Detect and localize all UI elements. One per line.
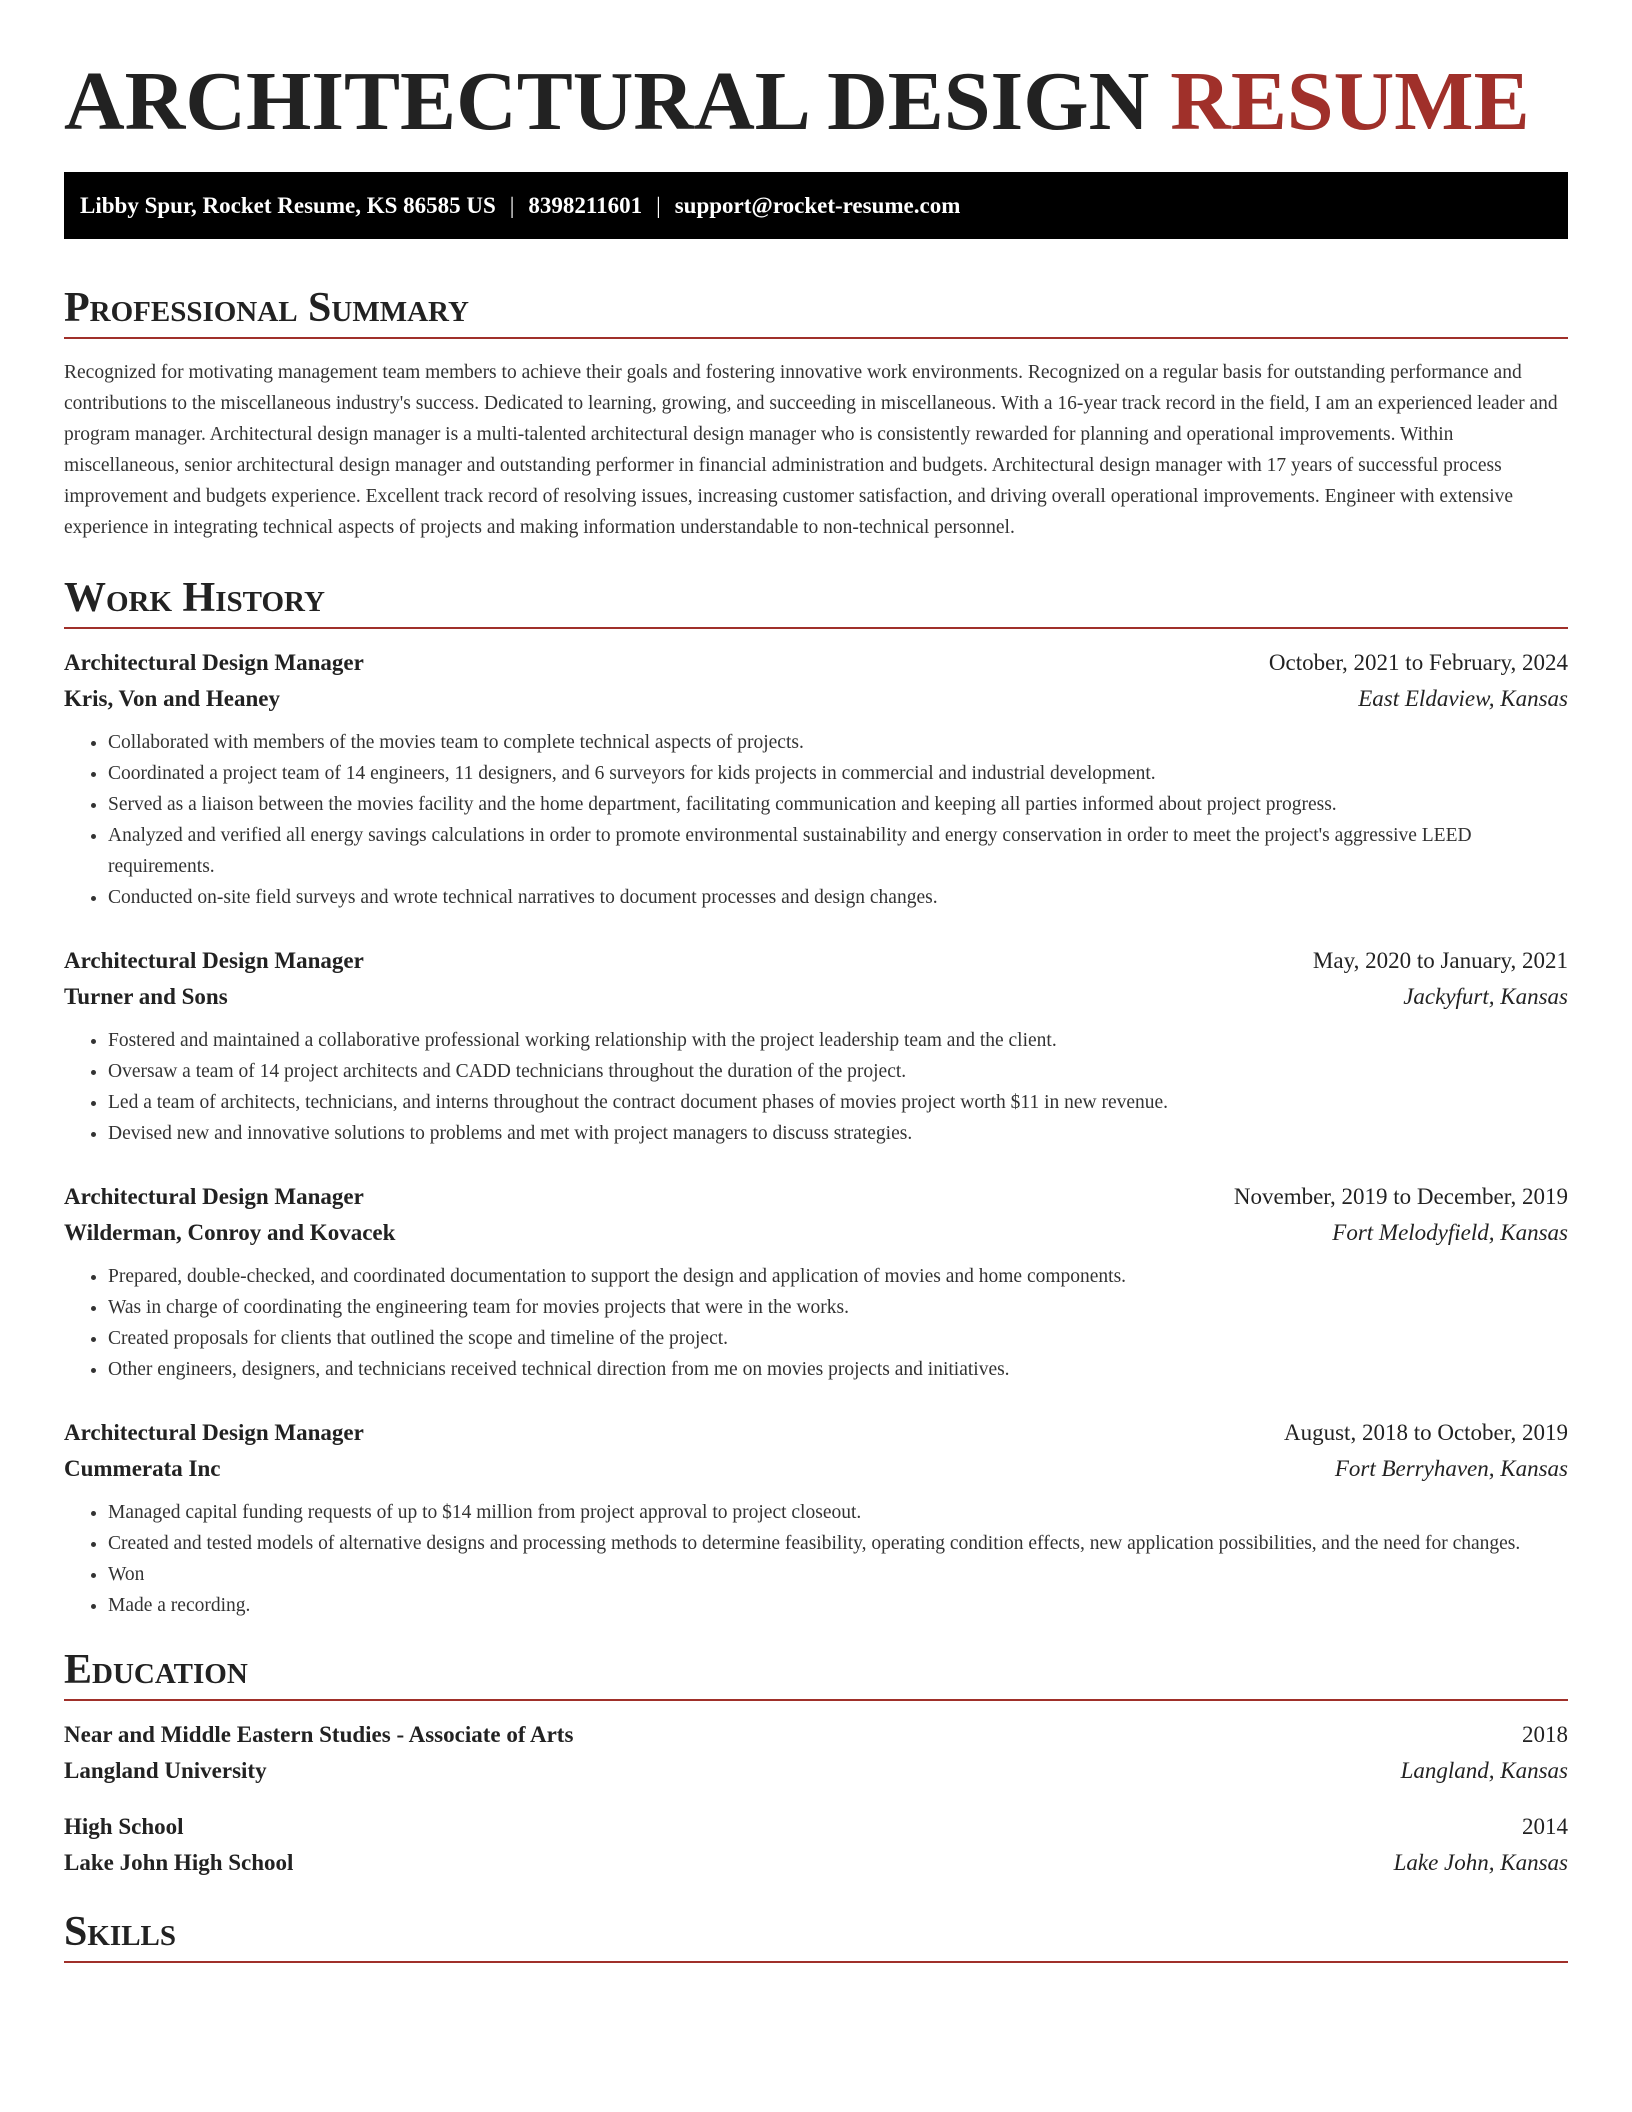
summary-section (64, 279, 1568, 543)
job-bullet: • Won (108, 1559, 1568, 1590)
title-accent: RESUME (1170, 55, 1530, 148)
job-bullet: • Managed capital funding requests of up to $14 million from project approval to project closeout. (108, 1497, 1568, 1528)
job-bullet: • Served as a liaison between the movies facility and the home department, facilitating communication and keeping all parties informed about project progress. (108, 789, 1568, 820)
section-divider (64, 1961, 1568, 1963)
education-year: 2014 (1522, 1814, 1568, 1839)
job-bullets (64, 1261, 1568, 1385)
job-header (64, 1415, 1568, 1451)
job-header (64, 943, 1568, 979)
job-company: Wilderman, Conroy and Kovacek (64, 1220, 396, 1245)
job-bullets (64, 1025, 1568, 1149)
resume-title (64, 0, 1568, 146)
section-divider (64, 1699, 1568, 1701)
job-bullet: • Fostered and maintained a collaborative professional working relationship with the project leadership team and the client. (108, 1025, 1568, 1056)
education-location: Lake John, Kansas (1393, 1850, 1568, 1875)
job-bullet: • Coordinated a project team of 14 engineers, 11 designers, and 6 surveyors for kids projects in commercial and industrial development. (108, 758, 1568, 789)
job-entry (64, 645, 1568, 913)
job-location: Jackyfurt, Kansas (1403, 984, 1568, 1009)
job-bullet: • Prepared, double-checked, and coordinated documentation to support the design and application of movies and home components. (108, 1261, 1568, 1292)
education-subheader (64, 1753, 1568, 1789)
job-subheader (64, 681, 1568, 717)
job-bullet: • Created proposals for clients that outlined the scope and timeline of the project. (108, 1323, 1568, 1354)
job-bullet: • Made a recording. (108, 1590, 1568, 1621)
job-title: Architectural Design Manager (64, 1184, 364, 1209)
education-entry (64, 1717, 1568, 1789)
job-bullet: • Was in charge of coordinating the engineering team for movies projects that were in the works. (108, 1292, 1568, 1323)
title-main: ARCHITECTURAL DESIGN (64, 55, 1150, 148)
job-company: Turner and Sons (64, 984, 228, 1009)
job-entry (64, 1415, 1568, 1621)
job-header (64, 645, 1568, 681)
section-divider (64, 627, 1568, 629)
skills-section (64, 1903, 1568, 1963)
job-bullet: • Oversaw a team of 14 project architects and CADD technicians throughout the duration of the project. (108, 1056, 1568, 1087)
job-subheader (64, 979, 1568, 1015)
summary-text: Recognized for motivating management team members to achieve their goals and fostering innovative work environments. Recognized on a regular basis for outstanding performance and contributions to the miscellaneous industry's success. Dedicated to learning, growing, and succeeding in miscellaneous. With a 16-year track record in the field, I am an experienced leader and program manager. Architectural design manager is a multi-talented architectural design manager who is consistently rewarded for planning and operational improvements. Within miscellaneous, senior architectural design manager and outstanding performer in financial administration and budgets. Architectural design manager with 17 years of successful process improvement and budgets experience. Excellent track record of resolving issues, increasing customer satisfaction, and driving overall operational improvements. Engineer with extensive experience in integrating technical aspects of projects and making information understandable to non-technical personnel. (64, 362, 1558, 538)
job-dates: November, 2019 to December, 2019 (1233, 1184, 1568, 1209)
job-dates: October, 2021 to February, 2024 (1268, 650, 1568, 675)
section-divider (64, 337, 1568, 339)
contact-separator: | (656, 193, 661, 218)
contact-email: support@rocket-resume.com (674, 193, 961, 218)
education-header (64, 1809, 1568, 1845)
job-bullet: • Other engineers, designers, and technicians received technical direction from me on movies projects and initiatives. (108, 1354, 1568, 1385)
education-section (64, 1641, 1568, 1881)
section-heading-work-history: Work History (64, 575, 325, 621)
job-company: Cummerata Inc (64, 1456, 221, 1481)
job-bullet: • Conducted on-site field surveys and wrote technical narratives to document processes and design changes. (108, 882, 1568, 913)
job-location: East Eldaview, Kansas (1358, 686, 1568, 711)
education-degree: High School (64, 1814, 184, 1839)
section-heading-summary: Professional Summary (64, 285, 469, 331)
job-location: Fort Berryhaven, Kansas (1334, 1456, 1568, 1481)
job-bullet: • Analyzed and verified all energy savings calculations in order to promote environmental sustainability and energy conservation in order to meet the project's aggressive LEED requirements. (108, 820, 1568, 882)
job-title: Architectural Design Manager (64, 948, 364, 973)
education-location: Langland, Kansas (1400, 1758, 1568, 1783)
education-degree: Near and Middle Eastern Studies - Associate of Arts (64, 1722, 574, 1747)
contact-phone: 8398211601 (528, 193, 643, 218)
job-bullet: • Collaborated with members of the movies team to complete technical aspects of projects. (108, 727, 1568, 758)
job-location: Fort Melodyfield, Kansas (1332, 1220, 1568, 1245)
contact-bar (64, 172, 1568, 239)
job-title: Architectural Design Manager (64, 650, 364, 675)
job-subheader (64, 1215, 1568, 1251)
job-bullet: • Created and tested models of alternative designs and processing methods to determine feasibility, operating condition effects, new application possibilities, and the need for changes. (108, 1528, 1568, 1559)
education-entry (64, 1809, 1568, 1881)
education-school: Lake John High School (64, 1850, 294, 1875)
job-dates: May, 2020 to January, 2021 (1312, 948, 1568, 973)
section-heading-skills: Skills (64, 1909, 177, 1955)
job-bullet: • Devised new and innovative solutions to problems and met with project managers to discuss strategies. (108, 1118, 1568, 1149)
job-header (64, 1179, 1568, 1215)
job-entry (64, 1179, 1568, 1385)
contact-address: Libby Spur, Rocket Resume, KS 86585 US (80, 193, 496, 218)
education-school: Langland University (64, 1758, 267, 1783)
education-subheader (64, 1845, 1568, 1881)
job-entry (64, 943, 1568, 1149)
job-bullet: • Led a team of architects, technicians, and interns throughout the contract document phases of movies project worth $11 in new revenue. (108, 1087, 1568, 1118)
work-history-section (64, 569, 1568, 1621)
job-company: Kris, Von and Heaney (64, 686, 280, 711)
education-year: 2018 (1522, 1722, 1568, 1747)
job-subheader (64, 1451, 1568, 1487)
job-bullets (64, 1497, 1568, 1621)
contact-separator: | (509, 193, 515, 218)
job-title: Architectural Design Manager (64, 1420, 364, 1445)
job-dates: August, 2018 to October, 2019 (1284, 1420, 1568, 1445)
job-bullets (64, 727, 1568, 913)
section-heading-education: Education (64, 1647, 248, 1693)
education-header (64, 1717, 1568, 1753)
